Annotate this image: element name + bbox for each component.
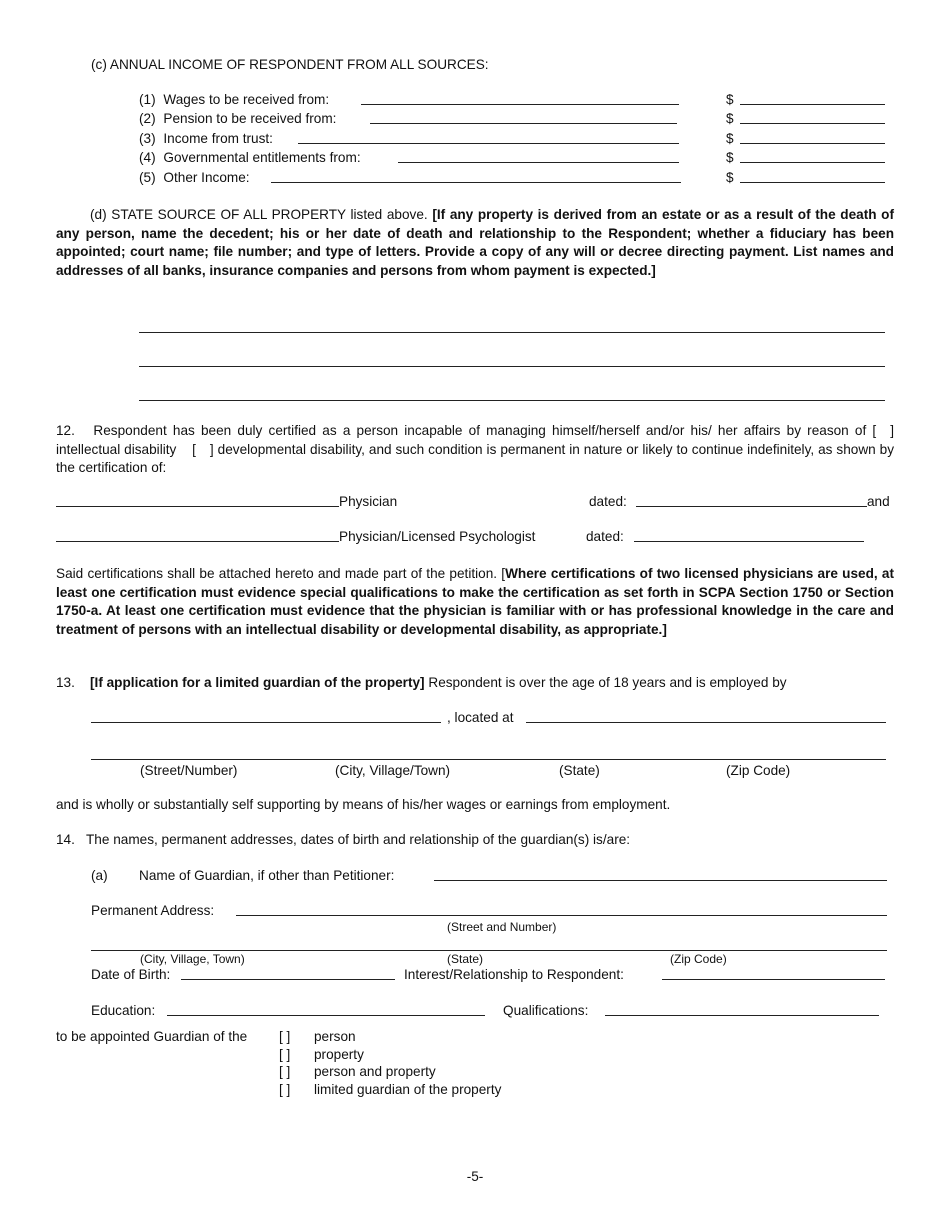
currency-symbol: $	[726, 111, 734, 126]
income-label: Income from trust:	[163, 131, 273, 146]
item12-num: 12.	[56, 423, 75, 438]
physician-name-field[interactable]	[56, 495, 339, 507]
qualifications-label: Qualifications:	[503, 1003, 589, 1018]
income-num: (3)	[139, 131, 156, 146]
income-source-field[interactable]	[361, 93, 679, 105]
property-source-line[interactable]	[139, 321, 885, 333]
guardian-city-field[interactable]	[91, 939, 887, 951]
dated-label: dated:	[586, 529, 624, 544]
item13-line	[56, 675, 787, 690]
physician-date-field[interactable]	[636, 495, 867, 507]
option-property: property	[314, 1047, 364, 1062]
employer-location-field[interactable]	[526, 711, 886, 723]
section-d-instruction: [If any property is derived from an estate or as a result of the death of any person, name the decedent; his or her date of death and relationship to the Respondent; whether a fiduciary has been appointed; court name; file number; and type of letters. Provide a copy of any will or decree directing payment. List names and addresses of all banks, insurance companies and persons from whom payment is expected.]	[56, 207, 894, 278]
note-plain: Said certifications shall be attached hereto and made part of the petition. [	[56, 566, 506, 581]
income-source-field[interactable]	[271, 171, 681, 183]
guardian-name-label: Name of Guardian, if other than Petitioner:	[139, 868, 395, 883]
income-amount-field[interactable]	[740, 171, 885, 183]
currency-symbol: $	[726, 131, 734, 146]
and-label: and	[867, 494, 890, 509]
checkbox-person[interactable]: [ ]	[279, 1029, 291, 1044]
income-num: (1)	[139, 92, 156, 107]
education-label: Education:	[91, 1003, 156, 1018]
option-limited-guardian: limited guardian of the property	[314, 1082, 502, 1097]
employer-address-field[interactable]	[91, 748, 886, 760]
street-number-caption: (Street and Number)	[447, 920, 557, 934]
income-row	[139, 131, 273, 146]
option-person-and-property: person and property	[314, 1064, 436, 1079]
income-num: (5)	[139, 170, 156, 185]
checkbox-person-and-property[interactable]: [ ]	[279, 1064, 291, 1079]
section-d-paragraph	[56, 206, 894, 280]
employer-field[interactable]	[91, 711, 441, 723]
item14-num: 14.	[56, 832, 75, 847]
note-bold: Where certifications of two licensed physicians are used, at least one certification must evidence special qualifications to make the certification as set forth in SCPA Section 1750 or Section 1750-a. At least one certification must evidence that the physician is familiar with or has professional knowledge in the care and treatment of persons with an intellectual disability or developmental disability, as appropriate.]	[56, 566, 894, 637]
zip-caption: (Zip Code)	[670, 952, 727, 966]
sub-a-label: (a)	[91, 868, 108, 883]
street-caption: (Street/Number)	[140, 763, 238, 778]
item14-line	[56, 832, 630, 847]
item13-text: Respondent is over the age of 18 years and is employed by	[428, 675, 787, 690]
income-row	[139, 150, 361, 165]
bracket: [	[192, 441, 196, 457]
page-number: -5-	[466, 1169, 484, 1184]
income-source-field[interactable]	[370, 112, 677, 124]
section-c-heading: (c) ANNUAL INCOME OF RESPONDENT FROM ALL SOURCES:	[91, 57, 489, 72]
zip-caption: (Zip Code)	[726, 763, 791, 778]
guardian-name-field[interactable]	[434, 869, 887, 881]
state-caption: (State)	[559, 763, 600, 778]
education-field[interactable]	[167, 1004, 485, 1016]
psychologist-name-field[interactable]	[56, 530, 339, 542]
income-source-field[interactable]	[298, 132, 679, 144]
city-caption: (City, Village/Town)	[335, 763, 451, 778]
currency-symbol: $	[726, 92, 734, 107]
item13-bold-lead: [If application for a limited guardian of the property]	[90, 675, 425, 690]
income-row	[139, 111, 336, 126]
option-developmental: developmental disability, and such condition is permanent in nature or likely to continue indefinitely, as shown by the certification of:	[56, 441, 895, 476]
permanent-address-label: Permanent Address:	[91, 903, 215, 918]
income-amount-field[interactable]	[740, 132, 885, 144]
item12-paragraph	[56, 422, 894, 478]
appointed-lead: to be appointed Guardian of the	[56, 1029, 248, 1044]
psychologist-label: Physician/Licensed Psychologist	[339, 529, 536, 544]
income-label: Other Income:	[163, 170, 250, 185]
income-amount-field[interactable]	[740, 112, 885, 124]
income-row	[139, 92, 329, 107]
item12-text: Respondent has been duly certified as a person incapable of managing himself/herself and/or his/ her affairs by reason of [	[93, 423, 877, 438]
checkbox-property[interactable]: [ ]	[279, 1047, 291, 1062]
located-at-label: , located at	[447, 710, 514, 725]
section-d-lead: (d) STATE SOURCE OF ALL PROPERTY listed above.	[90, 207, 428, 222]
bracket: ]	[209, 441, 214, 457]
currency-symbol: $	[726, 170, 734, 185]
income-row	[139, 170, 250, 185]
property-source-line[interactable]	[139, 355, 885, 367]
bracket: ]	[890, 423, 894, 438]
income-num: (4)	[139, 150, 156, 165]
item14-text: The names, permanent addresses, dates of birth and relationship of the guardian(s) is/are:	[86, 832, 631, 847]
guardian-street-field[interactable]	[236, 904, 887, 916]
physician-label: Physician	[339, 494, 398, 509]
option-intellectual: intellectual disability	[56, 441, 177, 457]
dob-label: Date of Birth:	[91, 967, 171, 982]
item13-num: 13.	[56, 675, 75, 690]
income-amount-field[interactable]	[740, 93, 885, 105]
qualifications-field[interactable]	[605, 1004, 879, 1016]
checkbox-limited-guardian[interactable]: [ ]	[279, 1082, 291, 1097]
income-source-field[interactable]	[398, 151, 679, 163]
income-label: Wages to be received from:	[163, 92, 330, 107]
state-caption: (State)	[447, 952, 484, 966]
interest-field[interactable]	[662, 968, 885, 980]
income-amount-field[interactable]	[740, 151, 885, 163]
property-source-line[interactable]	[139, 389, 885, 401]
psychologist-date-field[interactable]	[634, 530, 864, 542]
currency-symbol: $	[726, 150, 734, 165]
certification-note	[56, 565, 894, 639]
dob-field[interactable]	[181, 968, 395, 980]
interest-label: Interest/Relationship to Respondent:	[404, 967, 624, 982]
income-label: Pension to be received from:	[163, 111, 337, 126]
dated-label: dated:	[589, 494, 627, 509]
option-person: person	[314, 1029, 356, 1044]
city-caption: (City, Village, Town)	[140, 952, 245, 966]
income-num: (2)	[139, 111, 156, 126]
income-label: Governmental entitlements from:	[163, 150, 361, 165]
item13-closing: and is wholly or substantially self supporting by means of his/her wages or earnings from employment.	[56, 797, 671, 812]
